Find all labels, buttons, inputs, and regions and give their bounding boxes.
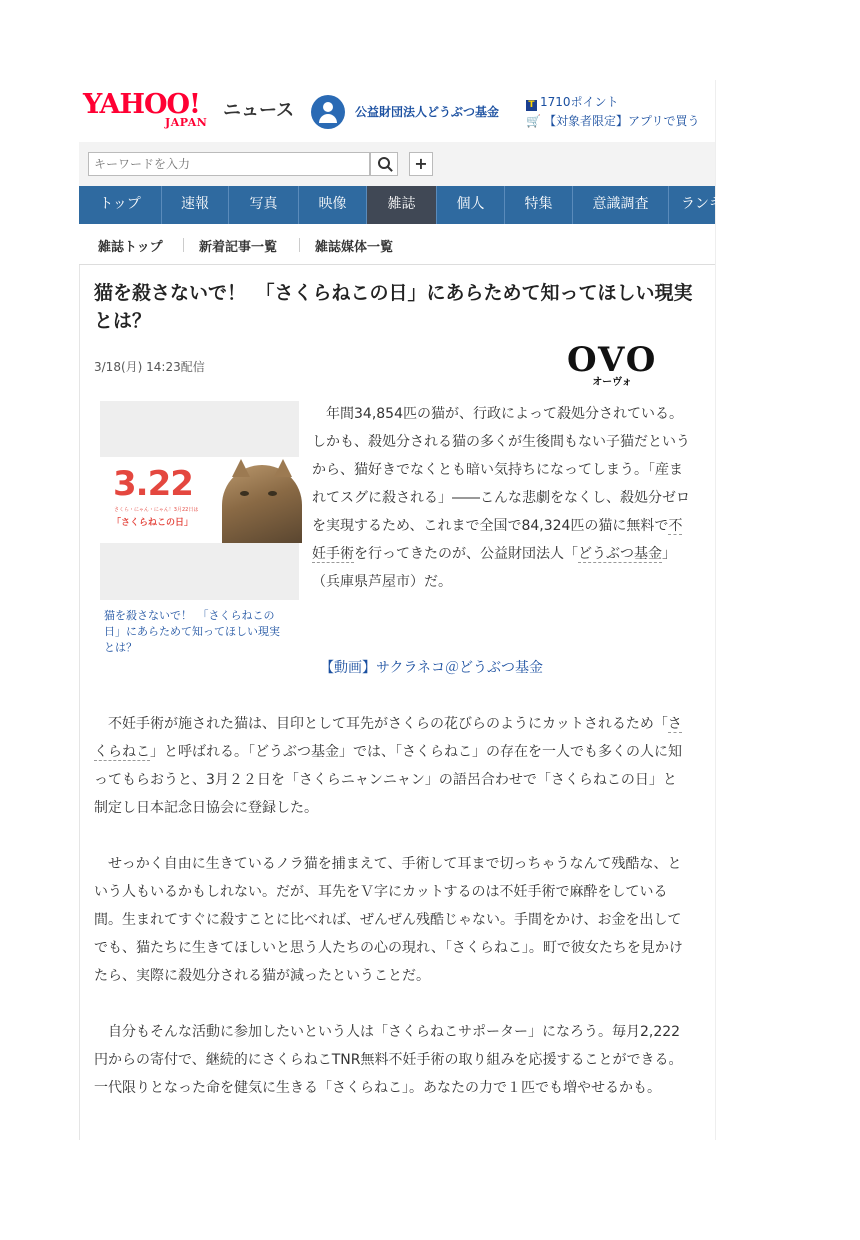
add-button[interactable]: + (409, 152, 433, 176)
subnav-media-list[interactable]: 雑誌媒体一覧 (315, 240, 394, 255)
tab-video[interactable]: 映像 (299, 186, 367, 224)
cat-image (222, 465, 302, 543)
keyword-link-sakuraneko[interactable]: さくらねこ (94, 716, 682, 760)
body-paragraph: 自分もそんな活動に参加したいという人は「さくらねこサポーター」になろう。毎月2,222円からの寄付で、継続的にさくらねこTNR無料不妊手術の取り組みを応援することができる。一代限りとなった命を健気に生きる「さくらねこ」。あなたの力で１匹でも増やせるかも。 (94, 1024, 683, 1096)
points-link[interactable] (526, 93, 619, 111)
article-photo[interactable] (100, 401, 299, 600)
search-button[interactable] (370, 152, 398, 176)
divider (299, 238, 300, 252)
user-name-link[interactable]: 公益財団法人どうぶつ基金 (355, 105, 500, 119)
logo-main-text: YAHOO! (83, 89, 200, 120)
source-logo-main: OVO (567, 340, 658, 380)
tab-individual[interactable]: 個人 (437, 186, 505, 224)
body-paragraph: 不妊手術が施された猫は、目印として耳先がさくらの花びらのようにカットされるため「さくらねこ」と呼ばれる。「どうぶつ基金」では、「さくらねこ」の存在を一人でも多くの人に知ってもらおうと、3月２２日を「さくらニャンニャン」の語呂合わせで「さくらねこの日」と制定し日本記念日協会に登録した。 (94, 716, 682, 816)
article-date: 3/18(月) 14:23配信 (94, 360, 205, 374)
sakura-neko-banner (100, 457, 299, 543)
tab-breaking[interactable]: 速報 (162, 186, 229, 224)
banner-day-label: 「さくらねこの日」 (112, 518, 194, 528)
promo-link[interactable] (526, 112, 699, 129)
divider (183, 238, 184, 252)
tab-magazine[interactable]: 雑誌 (367, 186, 437, 224)
tab-survey[interactable]: 意識調査 (573, 186, 669, 224)
subnav-magazine-top[interactable]: 雑誌トップ (98, 240, 163, 255)
search-bar (79, 142, 715, 186)
promo-label: 【対象者限定】アプリで買う (543, 114, 700, 128)
tab-photos[interactable]: 写真 (229, 186, 299, 224)
t-point-icon: T (526, 100, 537, 111)
source-logo-sub: オーヴォ (592, 377, 632, 388)
cart-icon: 🛒 (526, 114, 541, 128)
yahoo-japan-logo[interactable] (83, 89, 208, 129)
logo-sub-text: JAPAN (165, 116, 208, 129)
category-nav (79, 186, 751, 224)
article (79, 265, 716, 1140)
page (79, 80, 751, 1140)
points-label: 1710ポイント (540, 95, 619, 109)
tab-top[interactable]: トップ (79, 186, 162, 224)
magazine-subnav (79, 224, 715, 265)
photo-caption-link[interactable]: 猫を殺さないで！ 「さくらねこの日」にあらためて知ってほしい現実とは？ (104, 609, 280, 654)
keyword-link-doubutsu-kikin[interactable]: どうぶつ基金 (578, 546, 662, 562)
user-avatar-icon[interactable] (311, 95, 345, 129)
banner-small-text: さくら・にゃん・にゃん！3月22日は (114, 507, 199, 513)
tab-features[interactable]: 特集 (505, 186, 573, 224)
source-logo[interactable] (567, 340, 658, 388)
section-title[interactable]: ニュース (223, 100, 295, 121)
search-input[interactable] (88, 152, 370, 176)
keyword-link-sterilization[interactable]: 不妊手術 (312, 518, 683, 562)
banner-date: 3.22 (113, 464, 193, 504)
lead-paragraph: 年間34,854匹の猫が、行政によって殺処分されている。しかも、殺処分される猫の多くが生後間もない子猫だというから、猫好きでなくとも暗い気持ちになってしまう。「産まれてスグに殺される」――こんな悲劇をなくし、殺処分ゼロを実現するため、これまで全国で84,324匹の猫に無料で不妊手術を行ってきたのが、公益財団法人「どうぶつ基金」（兵庫県芦屋市）だ。 (312, 406, 690, 590)
subnav-new-articles[interactable]: 新着記事一覧 (199, 240, 278, 255)
tab-ranking[interactable]: ランキング (681, 196, 751, 212)
site-header (79, 80, 715, 142)
video-link[interactable]: 【動画】サクラネコ＠どうぶつ基金 (320, 660, 544, 676)
body-paragraph: せっかく自由に生きているノラ猫を捕まえて、手術して耳まで切っちゃうなんて残酷な、という人もいるかもしれない。だが、耳先をＶ字にカットするのは不妊手術で麻酔をしている間。生まれてすぐに殺すことに比べれば、ぜんぜん残酷じゃない。手間をかけ、お金を出してでも、猫たちに生きてほしいと思う人たちの心の現れ、「さくらねこ」。町で彼女たちを見かけたら、実際に殺処分される猫が減ったということだ。 (94, 856, 683, 984)
article-title: 猫を殺さないで！ 「さくらねこの日」にあらためて知ってほしい現実とは？ (94, 282, 693, 332)
